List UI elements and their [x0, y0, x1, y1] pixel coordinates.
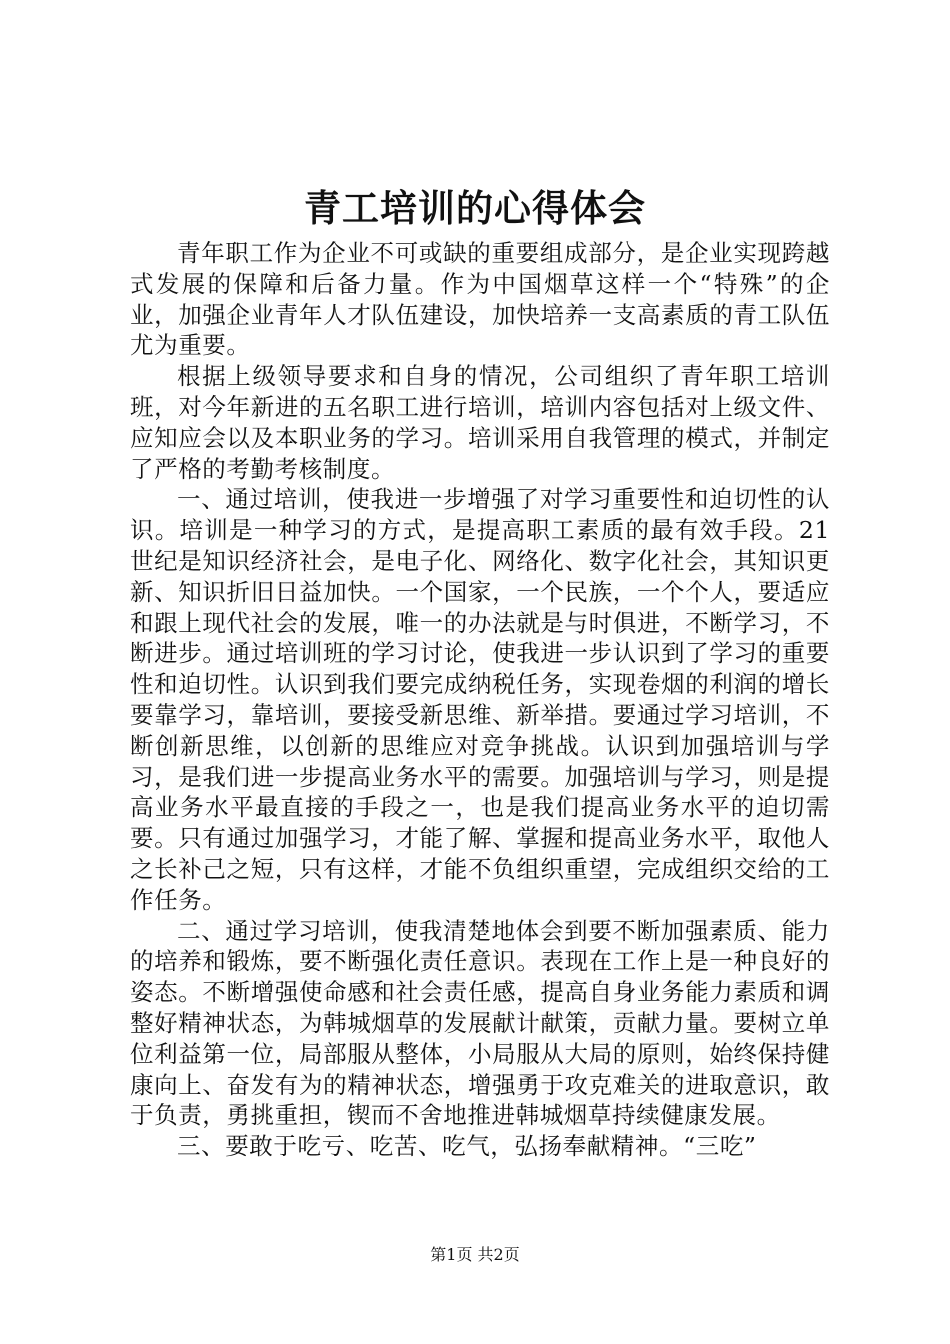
paragraph-intro: 青年职工作为企业不可或缺的重要组成部分，是企业实现跨越式发展的保障和后备力量。作为中国烟草这样一个“特殊”的企业，加强企业青年人才队伍建设，加快培养一支高素质的青工队伍尤为重要。	[130, 239, 830, 360]
page-title: 青工培训的心得体会	[304, 186, 646, 230]
paragraph-point-three: 三、要敢于吃亏、吃苦、吃气，弘扬奉献精神。“三吃”	[177, 1132, 757, 1161]
document-body	[130, 238, 830, 1162]
paragraph-point-one: 一、通过培训，使我进一步增强了对学习重要性和迫切性的认识。培训是一种学习的方式，是提高职工素质的最有效手段。21世纪是知识经济社会，是电子化、网络化、数字化社会，其知识更新、知识折旧日益加快。一个国家，一个民族，一个个人，要适应和跟上现代社会的发展，唯一的办法就是与时俱进，不断学习，不断进步。通过培训班的学习讨论，使我进一步认识到了学习的重要性和迫切性。认识到我们要完成纳税任务，实现卷烟的利润的增长要靠学习，靠培训，要接受新思维、新举措。要通过学习培训，不断创新思维，以创新的思维应对竞争挑战。认识到加强培训与学习，是我们进一步提高业务水平的需要。加强培训与学习，则是提高业务水平最直接的手段之一，也是我们提高业务水平的迫切需要。只有通过加强学习，才能了解、掌握和提高业务水平，取他人之长补己之短，只有这样，才能不负组织重望，完成组织交给的工作任务。	[130, 485, 830, 914]
page-number-footer: 第1页 共2页	[430, 1245, 520, 1264]
paragraph-background: 根据上级领导要求和自身的情况，公司组织了青年职工培训班，对今年新进的五名职工进行培训，培训内容包括对上级文件、应知应会以及本职业务的学习。培训采用自我管理的模式，并制定了严格的考勤考核制度。	[130, 362, 830, 483]
paragraph-point-two: 二、通过学习培训，使我清楚地体会到要不断加强素质、能力的培养和锻炼，要不断强化责任意识。表现在工作上是一种良好的姿态。不断增强使命感和社会责任感，提高自身业务能力素质和调整好精神状态，为韩城烟草的发展献计献策，贡献力量。要树立单位利益第一位，局部服从整体，小局服从大局的原则，始终保持健康向上、奋发有为的精神状态，增强勇于攻克难关的进取意识，敢于负责，勇挑重担，锲而不舍地推进韩城烟草持续健康发展。	[130, 916, 830, 1130]
